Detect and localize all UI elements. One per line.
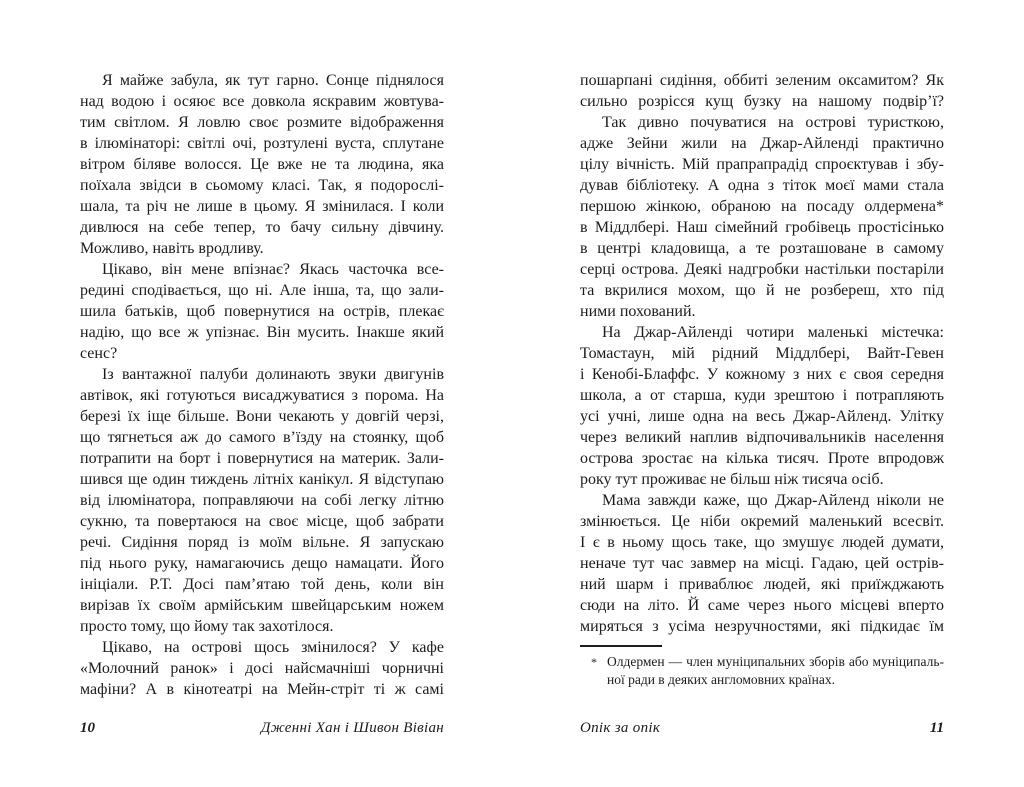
text-line: сукню, та повертаюся на своє місце, щоб забрати — [80, 513, 444, 530]
text-line: сюди на літо. Й саме через нього місцеві вперто — [580, 597, 944, 614]
text-line: від ілюмінатора, поправляючи на собі легку літню — [80, 492, 444, 509]
text-line: Із вантажної палуби долинають звуки двигунів — [102, 366, 444, 383]
page-left — [80, 70, 444, 770]
text-line: потрапити на борт і повернутися на материк. Зали- — [80, 450, 444, 467]
text-line: серці острова. Деякі надгробки настільки постаріли — [580, 261, 944, 278]
text-line: року тут проживає не більш ніж тисяча осіб. — [580, 471, 884, 488]
text-line: над водою і осяює все довкола яскравим жовтува- — [80, 93, 444, 110]
text-line: усі учні, лише одна на весь Джар-Айленд. Улітку — [580, 408, 944, 425]
text-line: дував бібліотеку. А одна з тіток моєї мами стала — [580, 177, 944, 194]
text-line: змінюється. Це ніби окремий маленький всесвіт. — [580, 513, 944, 530]
paragraph — [80, 70, 444, 259]
paragraph — [580, 490, 944, 637]
text-line: тим світлом. Я ловлю своє розмите відображення — [80, 114, 444, 131]
text-line: в центрі кладовища, а те розташоване в самому — [580, 240, 944, 257]
text-line: Цікаво, на острові щось змінилося? У кафе — [102, 639, 444, 656]
text-line: Можливо, навіть вродливу. — [80, 240, 264, 257]
text-line: і Кенобі-Блаффс. У кожному з них є своя середня — [580, 366, 944, 383]
text-line: адже Зейни жили на Джар-Айленді практично — [580, 135, 944, 152]
text-line: ної ради в деяких англомовних країнах. — [607, 672, 835, 687]
text-line: вирізав їх своїм армійським швейцарським ножем — [80, 597, 444, 614]
text-line: дивлюся на себе тепер, то бачу сильну дівчину. — [80, 219, 444, 236]
text-line: першою жінкою, обраною на посаду олдермена* — [580, 198, 944, 215]
paragraph — [607, 653, 944, 689]
paragraph — [580, 112, 944, 322]
text-line: шився ще один тиждень літніх канікул. Я відступаю — [80, 471, 444, 488]
text-line: Томастаун, мій рідний Міддлбері, Вайт-Гевен — [580, 345, 944, 362]
paragraph — [80, 637, 444, 700]
text-line: Цікаво, він мене впізнає? Якась часточка все- — [102, 261, 444, 278]
text-line: І є в ньому щось таке, що змушує людей думати, — [580, 534, 944, 551]
text-line: миряться з усіма незручностями, які підкидає їм — [580, 618, 944, 635]
text-line: Олдермен — член муніципальних зборів або муніципаль- — [607, 654, 944, 669]
footnote-rule — [580, 645, 662, 647]
text-line: та вкрилися мохом, що й не розбереш, хто під — [580, 282, 944, 299]
text-line: пошарпані сидіння, оббиті зеленим оксамитом? Як — [580, 72, 944, 89]
text-line: надію, що все ж упізнає. Він мусить. Інакше який — [80, 324, 444, 341]
paragraph — [580, 70, 944, 112]
text-line: що тягнеться аж до самого в’їзду на стоянку, щоб — [80, 429, 444, 446]
page-left-text — [80, 70, 444, 700]
text-line: в Міддлбері. Наш сімейний гробівець простісінько — [580, 219, 944, 236]
text-line: поїхала звідси в сьомому класі. Так, я подорослі- — [80, 177, 444, 194]
page-number-right: 11 — [929, 720, 944, 736]
text-line: «Молочний ранок» і досі найсмачніші чорничні — [80, 660, 444, 677]
footnote-marker: * — [591, 655, 597, 669]
page-right-text — [580, 70, 944, 637]
text-line: речі. Сидіння поряд із моїм вільне. Я запускаю — [80, 534, 444, 551]
text-line: На Джар-Айленді чотири маленькі містечка: — [602, 324, 944, 341]
footnote-text — [607, 653, 944, 689]
footnote — [580, 653, 944, 689]
text-line: Так дивно почуватися на острові туристкою, — [602, 114, 944, 131]
text-line: неначе тут час завмер на місці. Гадаю, цей острів- — [580, 555, 944, 572]
text-line: сильно розрісся кущ бузку на нашому подвір’ї? — [580, 93, 944, 110]
text-line: через великий наплив відпочивальників населення — [580, 429, 944, 446]
text-line: школа, а от старша, куди зрештою і потрапляють — [580, 387, 944, 404]
running-title-authors: Дженні Хан і Шивон Вівіан — [260, 720, 444, 736]
text-line: ний шарм і приваблює людей, які приїжджають — [580, 576, 944, 593]
text-line: Я майже забула, як тут гарно. Сонце піднялося — [102, 72, 444, 89]
text-line: шила батьків, щоб повернутися на острів, плекає — [80, 303, 444, 320]
text-line: вітром біляве волосся. Це вже не та людина, яка — [80, 156, 444, 173]
text-line: сенс? — [80, 345, 118, 362]
text-line: цілу вічність. Мій прапрапрадід спроєктував і збу- — [580, 156, 944, 173]
text-line: мафіни? А в кінотеатрі на Мейн-стріт ті ж самі — [80, 681, 444, 698]
text-line: Мама завжди каже, що Джар-Айленд ніколи не — [602, 492, 944, 509]
text-line: автівок, які готуються висаджуватися з порома. На — [80, 387, 444, 404]
text-line: ініціали. Р.Т. Досі пам’ятаю той день, коли він — [80, 576, 444, 593]
page-left-footer — [80, 720, 444, 737]
paragraph — [580, 322, 944, 490]
text-line: ними похований. — [580, 303, 696, 320]
paragraph — [80, 259, 444, 364]
text-line: в ілюмінаторі: світлі очі, розтулені вуста, сплутане — [80, 135, 444, 152]
page-number-left: 10 — [80, 720, 95, 736]
text-line: редині сподівається, що ні. Але інша, та, що зали- — [80, 282, 444, 299]
text-line: березі їх іще більше. Вони чекають у довгій черзі, — [80, 408, 444, 425]
page-right — [580, 70, 944, 770]
text-line: просто тому, що йому так захотілося. — [80, 618, 334, 635]
text-line: під нього руку, намагаючись дещо намацати. Його — [80, 555, 444, 572]
running-title-book: Опік за опік — [580, 720, 661, 736]
paragraph — [80, 364, 444, 637]
page-right-footer — [580, 720, 944, 737]
text-line: острова зростає на кілька тисяч. Проте впродовж — [580, 450, 944, 467]
text-line: шала, та річ не лише в цьому. Я змінилася. І коли — [80, 198, 444, 215]
